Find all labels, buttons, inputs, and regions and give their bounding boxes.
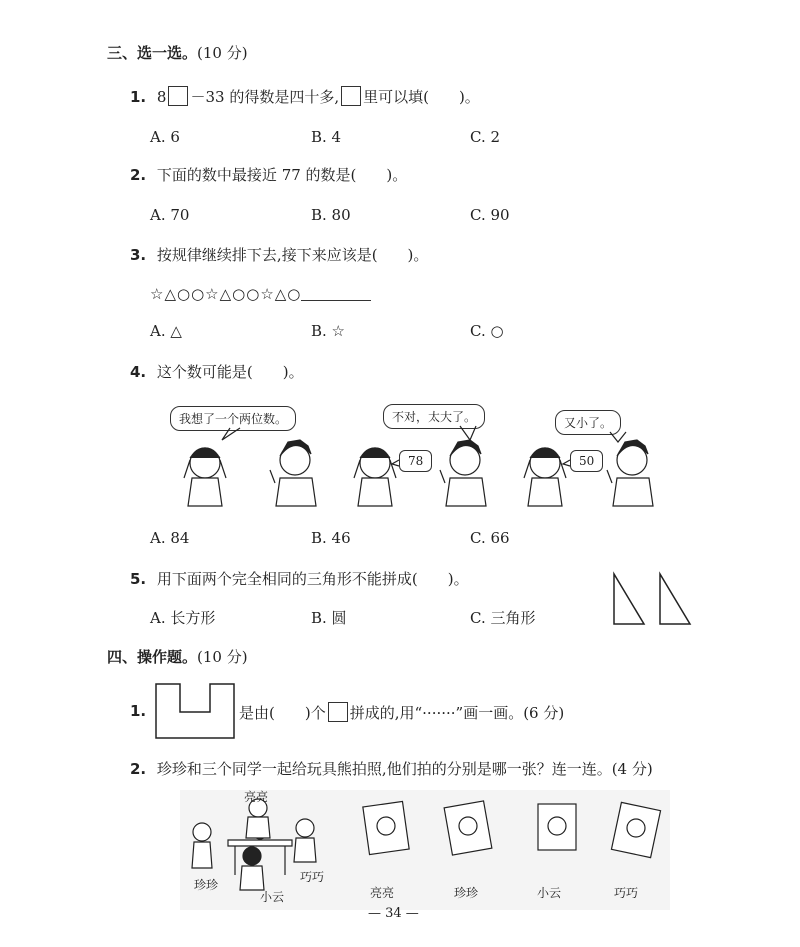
photo-matching-illustration <box>180 790 670 910</box>
s4-question-2 <box>130 758 653 779</box>
pattern-blank[interactable] <box>301 286 371 301</box>
s3-question-4 <box>130 361 304 382</box>
scene-label-xiaoyun: 小云 <box>260 890 285 904</box>
option-a[interactable]: A. 6 <box>150 128 180 146</box>
section4-header <box>107 646 248 667</box>
question-number: 5. <box>130 570 147 588</box>
q1-text-part1: 8 <box>156 88 167 106</box>
option-b[interactable]: B. 4 <box>311 128 342 146</box>
section3-title: 三、选一选。 <box>107 44 198 62</box>
girl-figure-icon <box>524 448 566 506</box>
s3-question-2 <box>130 164 407 185</box>
scene-drawing <box>180 790 670 910</box>
option-a[interactable]: A. △ <box>150 322 182 340</box>
question-text: 按规律继续排下去,接下来应该是( )。 <box>156 246 429 264</box>
girl-figure-icon <box>184 448 226 506</box>
speech-bubble-1: 我想了一个两位数。 <box>170 406 296 431</box>
q1-text-part3: 里可以填( )。 <box>363 88 480 106</box>
s4-question-1-text <box>239 702 564 723</box>
scene-label-qiaoqiao: 巧巧 <box>300 870 325 884</box>
q1-text-part2: －33 的得数是四十多, <box>190 88 340 106</box>
option-c[interactable]: C. ○ <box>470 322 504 340</box>
s3-question-5 <box>130 568 469 589</box>
section4-score: (10 分) <box>197 648 248 666</box>
page-number: — 34 — <box>368 906 419 921</box>
scene-label-liangliang: 亮亮 <box>244 790 269 804</box>
option-b[interactable]: B. ☆ <box>311 322 346 340</box>
boy-figure-icon <box>440 440 486 506</box>
kids-guessing-illustration <box>170 398 660 508</box>
section3-score: (10 分) <box>197 44 248 62</box>
boy-figure-icon <box>270 440 316 506</box>
girl-figure-icon <box>354 448 396 506</box>
triangle-icon <box>614 574 644 624</box>
photo-label-zhenzhen[interactable]: 珍珍 <box>454 886 479 900</box>
photo-label-liangliang[interactable]: 亮亮 <box>370 886 395 900</box>
photo-frame-icon <box>444 801 492 855</box>
question-number: 1. <box>130 702 147 720</box>
speech-bubble-3: 又小了。 <box>555 410 621 435</box>
photo-frame-icon <box>611 802 660 857</box>
speech-bubble-2: 不对，太大了。 <box>383 404 485 429</box>
answer-box[interactable] <box>168 86 188 106</box>
number-card-50: 50 <box>570 450 603 472</box>
boy-figure-icon <box>607 440 653 506</box>
option-c[interactable]: C. 66 <box>470 529 510 547</box>
question-number: 1. <box>130 88 147 106</box>
number-card-78: 78 <box>399 450 432 472</box>
scene-label-zhenzhen: 珍珍 <box>194 878 219 892</box>
option-a[interactable]: A. 长方形 <box>150 609 216 627</box>
photo-label-xiaoyun[interactable]: 小云 <box>537 886 562 900</box>
option-c[interactable]: C. 90 <box>470 206 510 224</box>
option-a[interactable]: A. 84 <box>150 529 190 547</box>
option-a[interactable]: A. 70 <box>150 206 190 224</box>
question-text: 用下面两个完全相同的三角形不能拼成( )。 <box>156 570 469 588</box>
s3-question-1 <box>130 86 480 107</box>
photo-label-qiaoqiao[interactable]: 巧巧 <box>614 886 639 900</box>
question-number: 2. <box>130 166 147 184</box>
two-triangles-figure <box>608 570 694 628</box>
option-b[interactable]: B. 80 <box>311 206 351 224</box>
s3-question-3 <box>130 244 428 265</box>
question-text: 下面的数中最接近 77 的数是( )。 <box>156 166 408 184</box>
question-number: 4. <box>130 363 147 381</box>
option-c[interactable]: C. 三角形 <box>470 609 536 627</box>
pattern-text: ☆△○○☆△○○☆△○ <box>150 285 302 303</box>
section4-title: 四、操作题。 <box>107 648 198 666</box>
question-number: 3. <box>130 246 147 264</box>
question-number: 2. <box>130 760 147 778</box>
option-b[interactable]: B. 圆 <box>311 609 347 627</box>
question-text: 珍珍和三个同学一起给玩具熊拍照,他们拍的分别是哪一张？连一连。(4 分) <box>156 760 653 778</box>
u-shape-figure <box>154 682 236 740</box>
unit-square-icon <box>328 702 348 722</box>
blank-box <box>341 86 361 106</box>
s4q1-text-part2: 拼成的,用“·······”画一画。(6 分) <box>349 704 565 722</box>
photo-frame-icon <box>363 801 409 854</box>
option-b[interactable]: B. 46 <box>311 529 351 547</box>
s4q1-text-part1: 是由( )个 <box>239 704 326 722</box>
photo-frame-icon <box>538 804 576 850</box>
shape-pattern <box>150 285 371 303</box>
triangle-icon <box>660 574 690 624</box>
question-text: 这个数可能是( )。 <box>156 363 304 381</box>
section3-header <box>107 42 248 63</box>
option-c[interactable]: C. 2 <box>470 128 501 146</box>
